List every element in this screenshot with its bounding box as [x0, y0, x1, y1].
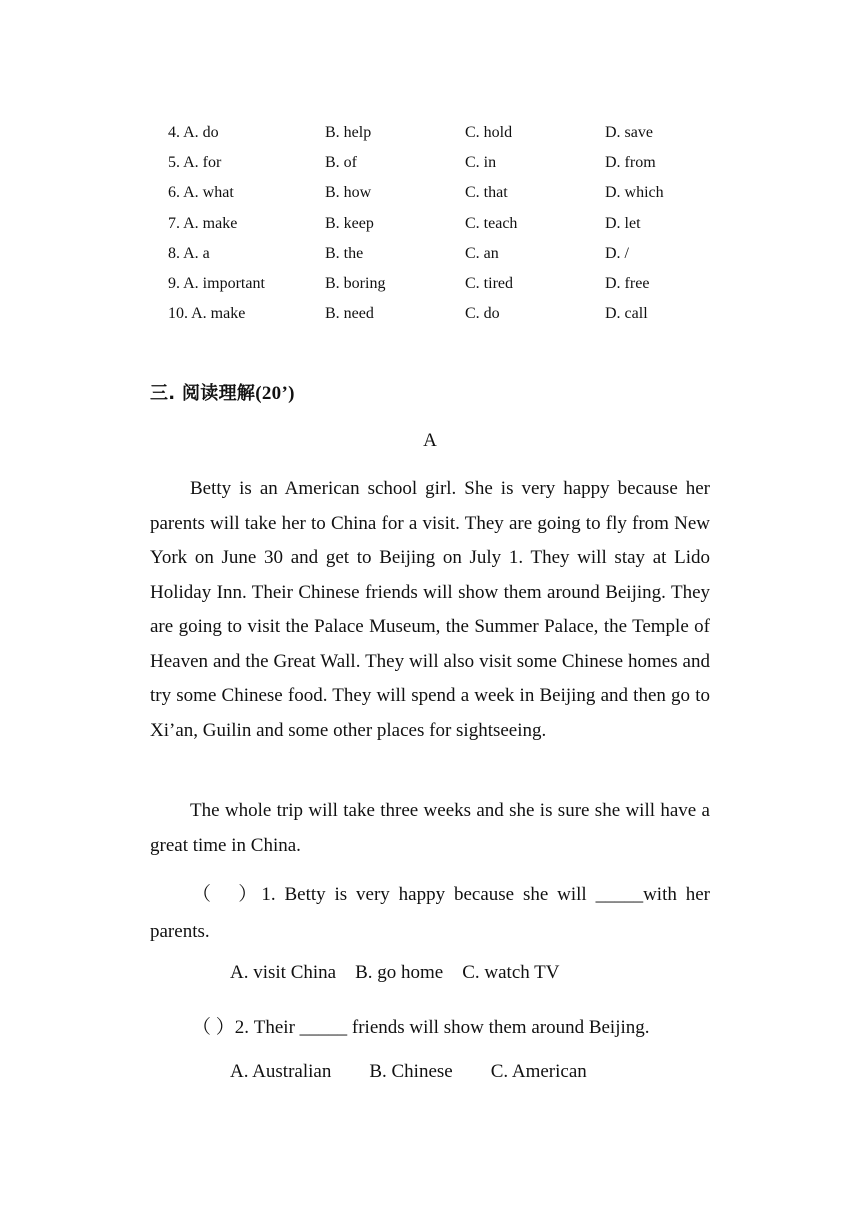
passage-paragraph: The whole trip will take three weeks and she is sure she will have a great time in China. [150, 800, 710, 856]
option-b: B. help [325, 124, 372, 142]
option-d: D. call [605, 305, 648, 323]
option-row [168, 148, 725, 178]
question-1-choices [230, 962, 560, 984]
option-a: 7. A. make [168, 214, 238, 232]
option-row [168, 118, 725, 148]
question-1: （ ）1. Betty is very happy because she will _____with her parents. [150, 884, 710, 942]
passage-paragraph: Betty is an American school girl. She is very happy because her parents will take her to China for a visit. They are going to fly from New York on June 30 and get to Beijing on July 1. They will stay at Lido Holiday Inn. Their Chinese friends will show them around Beijing. They are going to visit the Palace Museum, the Summer Palace, the Temple of Heaven and the Great Wall. They will also visit some Chinese homes and try some Chinese food. They will spend a week in Beijing and then go to Xi’an, Guilin and some other places for sightseeing. [150, 478, 710, 741]
choice-c: C. watch TV [462, 962, 560, 983]
option-d: D. let [605, 214, 641, 232]
option-b: B. keep [325, 214, 374, 232]
question-2-choices [230, 1061, 587, 1083]
option-c: C. do [465, 305, 500, 323]
option-a: 9. A. important [168, 275, 265, 293]
question-2: （ ）2. Their _____ friends will show them around Beijing. [192, 1017, 650, 1038]
option-c: C. that [465, 184, 508, 202]
option-a: 4. A. do [168, 124, 219, 142]
section-title-text: 三. 阅读理解 [150, 383, 256, 404]
option-a: 5. A. for [168, 154, 222, 172]
option-a: 6. A. what [168, 184, 234, 202]
option-b: B. of [325, 154, 357, 172]
choice-c: C. American [490, 1061, 587, 1082]
option-a: 10. A. make [168, 305, 246, 323]
option-d: D. / [605, 244, 629, 262]
section-score: (20’) [255, 383, 295, 404]
option-row [168, 178, 725, 208]
option-d: D. free [605, 275, 650, 293]
option-d: D. which [605, 184, 664, 202]
option-row [168, 239, 725, 269]
option-c: C. in [465, 154, 497, 172]
choice-a: A. Australian [230, 1061, 332, 1082]
option-row [168, 269, 725, 299]
options-table [168, 118, 725, 329]
option-c: C. tired [465, 275, 513, 293]
option-row [168, 299, 725, 329]
option-d: D. from [605, 154, 656, 172]
option-c: C. teach [465, 214, 518, 232]
choice-a: A. visit China [230, 962, 337, 983]
section-title [150, 379, 295, 405]
option-b: B. need [325, 305, 374, 323]
option-b: B. the [325, 244, 364, 262]
choice-b: B. go home [355, 962, 444, 983]
option-c: C. hold [465, 124, 513, 142]
option-row [168, 209, 725, 239]
option-a: 8. A. a [168, 244, 210, 262]
option-d: D. save [605, 124, 653, 142]
passage-label: A [423, 430, 437, 451]
option-c: C. an [465, 244, 499, 262]
option-b: B. boring [325, 275, 386, 293]
option-b: B. how [325, 184, 372, 202]
choice-b: B. Chinese [369, 1061, 453, 1082]
